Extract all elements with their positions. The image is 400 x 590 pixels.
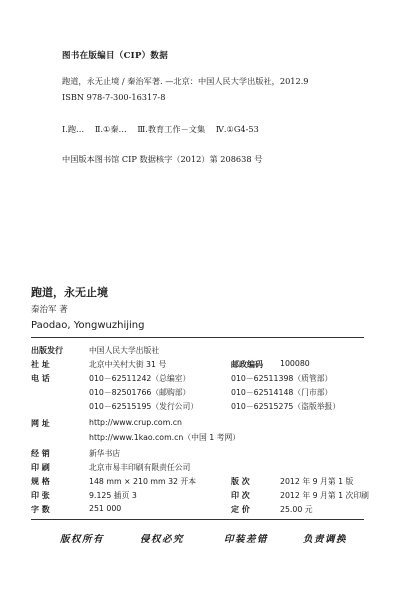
printer-label: 印 刷	[31, 463, 50, 472]
isbn: ISBN 978-7-300-16317-8	[62, 92, 166, 102]
phone-left-2: 010－82501766（邮购部）	[89, 388, 191, 397]
subject-headings	[62, 124, 267, 135]
impression-label: 印 次	[231, 491, 250, 500]
sheets-value: 9.125 插页 3	[89, 491, 137, 500]
book-author: 秦治军 著	[31, 305, 68, 315]
cip-heading: 图书在版编目（CIP）数据	[62, 51, 169, 61]
footer-infringement: 侵权必究	[140, 534, 185, 545]
postcode-value: 100080	[280, 359, 310, 368]
phone-label: 电 话	[31, 374, 50, 383]
words-value: 251 000	[89, 504, 122, 513]
price-value: 25.00 元	[280, 505, 313, 514]
phone-left-3: 010－62515195（发行公司）	[89, 402, 199, 411]
phone-right-2: 010－62514148（门市部）	[231, 388, 333, 397]
subject-1: Ⅰ.跑…	[62, 124, 85, 134]
subject-3: Ⅲ.教育工作－文集	[137, 124, 206, 134]
web-label: 网 址	[31, 419, 50, 428]
phone-right-3: 010－62515275（盗版举报）	[231, 402, 341, 411]
words-label: 字 数	[31, 505, 50, 514]
cip-number: 中国版本图书馆 CIP 数据核字（2012）第 208638 号	[62, 154, 263, 164]
web-url-2: http://www.1kao.com.cn（中国 1 考网）	[89, 433, 241, 442]
printer-value: 北京市易丰印刷有限责任公司	[89, 463, 191, 472]
divider-top	[31, 337, 364, 338]
edition-label: 版 次	[231, 477, 250, 486]
book-title: 跑道，永无止境	[31, 286, 108, 299]
distributor-label: 经 销	[31, 449, 50, 458]
edition-value: 2012 年 9 月第 1 版	[280, 477, 354, 486]
divider-bottom	[31, 519, 364, 520]
publisher-label: 出版发行	[31, 346, 63, 355]
distributor-value: 新华书店	[89, 449, 121, 458]
address-label: 社 址	[31, 360, 50, 369]
phone-right-1: 010－62511398（质管部）	[231, 374, 333, 383]
footer-exchange: 负责调换	[303, 534, 348, 545]
sheets-label: 印 张	[31, 491, 50, 500]
subject-2: Ⅱ.①秦…	[94, 124, 127, 134]
subject-4: Ⅳ.①G4-53	[215, 124, 259, 134]
footer-copyright: 版权所有	[60, 534, 105, 545]
address-value: 北京中关村大街 31 号	[89, 360, 167, 369]
footer-misprint: 印装差错	[224, 534, 269, 545]
postcode-label: 邮政编码	[231, 360, 263, 369]
web-url-1: http://www.crup.com.cn	[89, 418, 182, 427]
price-label: 定 价	[231, 505, 250, 514]
publisher-value: 中国人民大学出版社	[89, 346, 160, 355]
impression-value: 2012 年 9 月第 1 次印刷	[280, 491, 369, 500]
spec-value: 148 mm × 210 mm 32 开本	[89, 477, 197, 486]
book-pinyin-title: Paodao, Yongwuzhijing	[31, 320, 145, 331]
cip-record-line: 跑道，永无止境 / 秦治军著. —北京：中国人民大学出版社，2012.9	[62, 76, 309, 86]
phone-left-1: 010－62511242（总编室）	[89, 374, 191, 383]
spec-label: 规 格	[31, 477, 50, 486]
